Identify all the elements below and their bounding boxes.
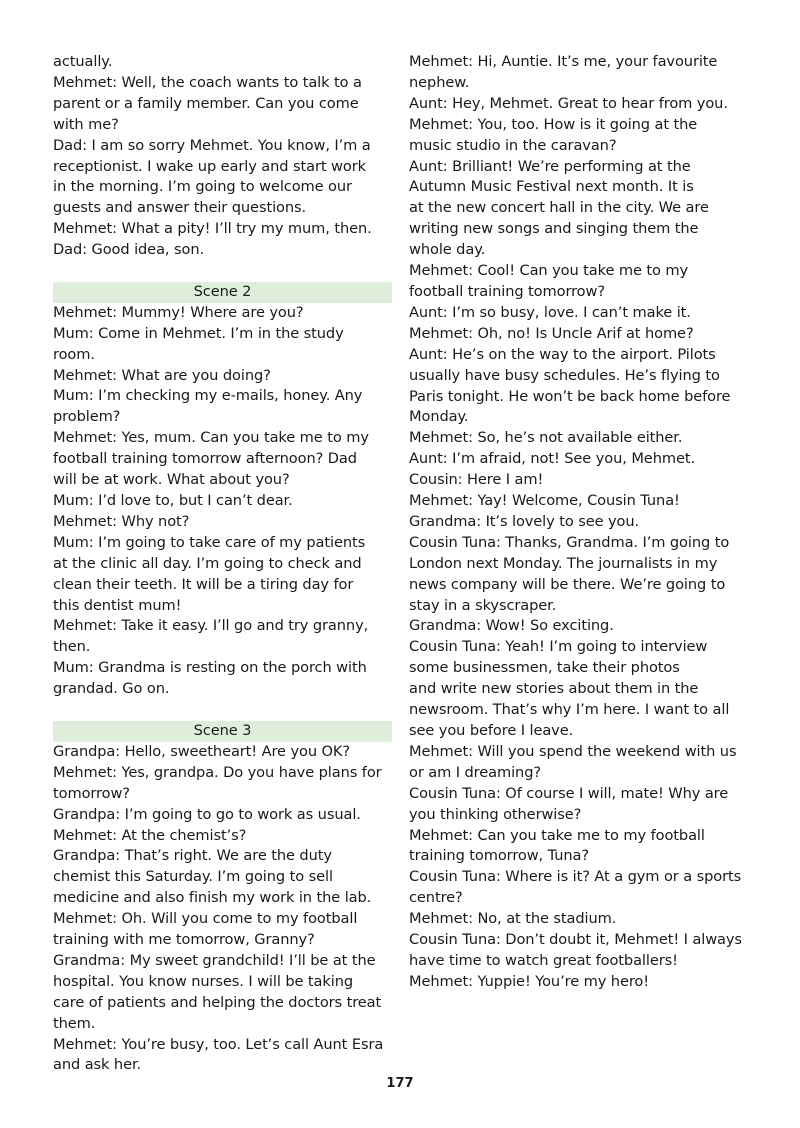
dialogue-line: Mum: Grandma is resting on the porch with [53,659,367,677]
dialogue-line: Cousin Tuna: Of course I will, mate! Why are [409,784,729,802]
dialogue-line: Grandpa: I’m going to go to work as usual. [53,805,361,823]
dialogue-line: Mehmet: Cool! Can you take me to my [409,262,689,280]
dialogue-line: Cousin Tuna: Don’t doubt it, Mehmet! I always [409,931,742,949]
dialogue-line: Mum: Come in Mehmet. I’m in the study [53,324,344,342]
dialogue-line: training tomorrow, Tuna? [409,847,590,865]
dialogue-line: Grandma: My sweet grandchild! I’ll be at the [53,951,376,969]
dialogue-line: whole day. [409,241,486,259]
dialogue-line: Grandma: Wow! So exciting. [409,617,614,635]
dialogue-line: actually. [53,53,113,70]
dialogue-line: you thinking otherwise? [409,805,582,823]
dialogue-line: centre? [409,889,463,907]
dialogue-line: or am I dreaming? [409,763,542,781]
dialogue-line: Monday. [409,408,469,426]
dialogue-line: guests and answer their questions. [53,199,307,217]
dialogue-line: Mum: I’m checking my e-mails, honey. Any [53,387,363,405]
dialogue-line: Mehmet: At the chemist’s? [53,826,247,844]
dialogue-line: Autumn Music Festival next month. It is [409,178,694,196]
dialogue-line: Mehmet: Why not? [53,512,190,530]
dialogue-line: Mehmet: Oh. Will you come to my football [53,910,358,928]
dialogue-line: Mum: I’m going to take care of my patients [53,533,366,551]
dialogue-line: Aunt: Hey, Mehmet. Great to hear from you. [409,94,728,112]
dialogue-line: room. [53,345,95,363]
dialogue-line: usually have busy schedules. He’s flying to [409,366,720,384]
dialogue-line: Mehmet: Well, the coach wants to talk to a [53,73,362,91]
dialogue-line: parent or a family member. Can you come [53,94,359,112]
dialogue-line: Mehmet: What a pity! I’ll try my mum, then. [53,220,372,238]
dialogue-line: clean their teeth. It will be a tiring day for [53,575,354,593]
dialogue-line: Aunt: I’m so busy, love. I can’t make it. [409,303,691,321]
dialogue-line: Mehmet: Oh, no! Is Uncle Arif at home? [409,324,694,342]
dialogue-line: Cousin: Here I am! [409,471,544,489]
dialogue-line: care of patients and helping the doctors treat [53,993,382,1011]
dialogue-line: see you before I leave. [409,722,574,739]
dialogue-line: football training tomorrow? [409,282,605,300]
scene2-dialogue [53,303,391,700]
dialogue-line: newsroom. That’s why I’m here. I want to all [409,701,730,719]
dialogue-line: Dad: Good idea, son. [53,241,205,259]
dialogue-line: Mehmet: Take it easy. I’ll go and try granny, [53,617,369,635]
dialogue-line: and ask her. [53,1056,142,1074]
dialogue-line: with me? [53,115,119,133]
dialogue-line: Mehmet: No, at the stadium. [409,910,617,928]
dialogue-line: Cousin Tuna: Yeah! I’m going to interview [409,638,708,656]
dialogue-line: grandad. Go on. [53,680,170,698]
dialogue-line: Mehmet: Yay! Welcome, Cousin Tuna! [409,492,680,510]
scene1-dialogue [53,52,391,261]
dialogue-line: football training tomorrow afternoon? Dad [53,450,357,468]
dialogue-line: problem? [53,408,121,426]
dialogue-line: Cousin Tuna: Where is it? At a gym or a sports [409,868,742,886]
dialogue-line: Grandma: It’s lovely to see you. [409,512,640,530]
dialogue-line: Mehmet: Yes, mum. Can you take me to my [53,429,369,447]
right-column [409,52,754,993]
dialogue-line: will be at work. What about you? [53,471,290,489]
dialogue-line: Mehmet: What are you doing? [53,366,271,384]
dialogue-line: Aunt: He’s on the way to the airport. Pilots [409,345,716,363]
dialogue-line: Mum: I’d love to, but I can’t dear. [53,492,293,510]
left-column [53,52,391,1076]
dialogue-line: Cousin Tuna: Thanks, Grandma. I’m going to [409,533,730,551]
dialogue-line: some businessmen, take their photos [409,659,680,677]
dialogue-line: Mehmet: You, too. How is it going at the [409,115,698,133]
dialogue-line: Mehmet: Will you spend the weekend with us [409,742,737,760]
scene-3-heading: Scene 3 [53,721,392,742]
dialogue-line: Dad: I am so sorry Mehmet. You know, I’m a [53,136,371,154]
dialogue-line: at the new concert hall in the city. We are [409,199,709,217]
dialogue-line: Mehmet: You’re busy, too. Let’s call Aunt Esra [53,1035,384,1053]
dialogue-line: Mehmet: So, he’s not available either. [409,429,683,447]
dialogue-line: Aunt: Brilliant! We’re performing at the [409,157,691,175]
dialogue-line: have time to watch great footballers! [409,951,678,969]
dialogue-line: writing new songs and singing them the [409,220,699,238]
aunt-cousin-dialogue [409,52,754,993]
dialogue-line: in the morning. I’m going to welcome our [53,178,352,196]
dialogue-line: nephew. [409,73,470,91]
dialogue-line: tomorrow? [53,784,130,802]
dialogue-line: this dentist mum! [53,596,182,614]
dialogue-line: training with me tomorrow, Granny? [53,931,315,949]
dialogue-line: Mehmet: Hi, Auntie. It’s me, your favourite [409,53,718,70]
dialogue-line: then. [53,638,91,656]
dialogue-line: chemist this Saturday. I’m going to sell [53,868,333,886]
dialogue-line: and write new stories about them in the [409,680,699,698]
paragraph-spacer [53,261,391,282]
dialogue-line: medicine and also finish my work in the lab. [53,889,372,907]
dialogue-line: them. [53,1014,96,1032]
dialogue-line: music studio in the caravan? [409,136,617,154]
dialogue-line: Grandpa: That’s right. We are the duty [53,847,332,865]
dialogue-line: stay in a skyscraper. [409,596,557,614]
dialogue-line: news company will be there. We’re going to [409,575,726,593]
scene-2-heading: Scene 2 [53,282,392,303]
page-number: 177 [386,1076,414,1091]
dialogue-line: Paris tonight. He won’t be back home before [409,387,731,405]
dialogue-line: at the clinic all day. I’m going to check and [53,554,362,572]
dialogue-line: Mehmet: Yuppie! You’re my hero! [409,972,649,990]
dialogue-line: Mehmet: Yes, grandpa. Do you have plans for [53,763,382,781]
dialogue-line: London next Monday. The journalists in my [409,554,718,572]
scene3-dialogue [53,742,391,1077]
dialogue-line: Aunt: I’m afraid, not! See you, Mehmet. [409,450,695,468]
dialogue-line: hospital. You know nurses. I will be taking [53,972,354,990]
dialogue-line: Mehmet: Can you take me to my football [409,826,705,844]
dialogue-line: Grandpa: Hello, sweetheart! Are you OK? [53,742,351,760]
paragraph-spacer [53,700,391,721]
dialogue-line: receptionist. I wake up early and start work [53,157,366,175]
dialogue-line: Mehmet: Mummy! Where are you? [53,303,304,321]
